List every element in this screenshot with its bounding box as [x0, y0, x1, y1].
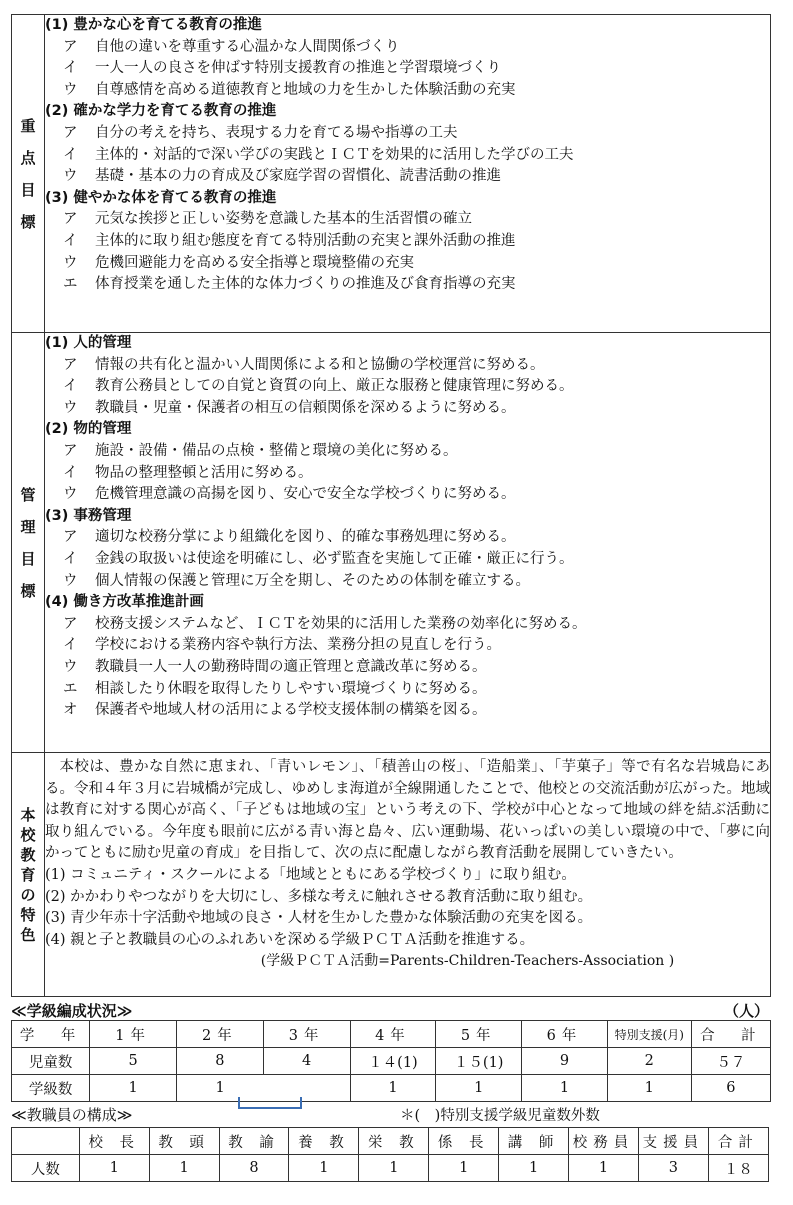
table-cell: 3年 [263, 1021, 350, 1048]
table-cell: 6年 [522, 1021, 608, 1048]
class-status-students-row [12, 1048, 771, 1075]
table-cell: 教 頭 [149, 1128, 219, 1155]
item-text: 相談したり休暇を取得したりしやすい環境づくりに努める。 [95, 680, 487, 697]
table-cell: 3 [638, 1155, 708, 1182]
class-status-header-row [12, 1021, 771, 1048]
table-cell: 校務員 [569, 1128, 639, 1155]
item-text: 自尊感情を高める道徳教育と地域の力を生かした体験活動の充実 [95, 81, 516, 98]
list-item [45, 166, 770, 188]
item-marker: ウ [63, 572, 78, 589]
table-cell: 5年 [436, 1021, 522, 1048]
feature-point: (2) かかわりやつながりを大切にし、多様な考えに触れさせる教育活動に取り組む。 [45, 888, 593, 905]
item-marker: ウ [63, 399, 78, 416]
table-cell: １８ [708, 1155, 768, 1182]
item-marker: ア [63, 529, 78, 546]
item-text: 体育授業を通した主体的な体力づくりの推進及び食育指導の充実 [95, 276, 516, 293]
class-status-unit: （人） [724, 1002, 770, 1020]
list-item [45, 123, 770, 145]
item-text: 教育公務員としての自覚と資質の向上、厳正な服務と健康管理に努める。 [95, 378, 574, 395]
item-text: 教職員一人一人の勤務時間の適正管理と意識改革に努める。 [95, 658, 487, 675]
list-item [45, 635, 770, 657]
table-cell: 栄 教 [359, 1128, 429, 1155]
item-text: 危機管理意識の高揚を図り、安心で安全な学校づくりに努める。 [95, 486, 516, 503]
item-marker: オ [63, 702, 78, 719]
label-char: 標 [20, 581, 36, 600]
table-cell: 6 [691, 1075, 770, 1102]
table-cell: 学 年 [12, 1021, 90, 1048]
table-cell: 9 [522, 1048, 608, 1075]
item-text: 保護者や地域人材の活用による学校支援体制の構築を図る。 [95, 702, 487, 719]
staff-title: ≪教職員の構成≫ [11, 1106, 133, 1124]
list-item [45, 657, 770, 679]
staff-count-row [12, 1155, 769, 1182]
table-cell: 1 [149, 1155, 219, 1182]
item-marker: イ [63, 232, 78, 249]
list-item [45, 441, 770, 463]
label-char: 育 [20, 865, 36, 884]
table-cell: 養 教 [289, 1128, 359, 1155]
item-marker: イ [63, 464, 78, 481]
item-text: 基礎・基本の力の育成及び家庭学習の習慣化、読書活動の推進 [95, 168, 501, 185]
list-item [45, 253, 770, 275]
table-cell: 合計 [708, 1128, 768, 1155]
list-item [45, 571, 770, 593]
table-cell: 児童数 [12, 1048, 90, 1075]
table-cell: １４(1) [350, 1048, 436, 1075]
table-cell: 1年 [90, 1021, 177, 1048]
list-item [45, 463, 770, 485]
item-marker: ア [63, 442, 78, 459]
feature-point: (4) 親と子と教職員の心のふれあいを深める学級ＰＣＴＡ活動を推進する。 [45, 931, 535, 948]
school-goals-table [11, 14, 771, 997]
features-content [45, 753, 771, 997]
section-heading: (2) 物的管理 [45, 421, 132, 438]
item-marker: イ [63, 378, 78, 395]
merged-class-bracket [238, 1097, 302, 1109]
item-text: 教職員・児童・保護者の相互の信頼関係を深めるように努める。 [95, 399, 516, 416]
list-item [45, 700, 770, 722]
features-note: (学級ＰＣＴＡ活動=Parents-Children-Teachers-Association ) [260, 953, 675, 970]
item-text: 自分の考えを持ち、表現する力を育てる場や指導の工夫 [95, 124, 458, 141]
list-item [45, 145, 770, 167]
list-item [45, 355, 770, 377]
item-marker: ア [63, 124, 78, 141]
list-item [45, 527, 770, 549]
item-text: 元気な挨拶と正しい姿勢を意識した基本的生活習慣の確立 [95, 211, 472, 228]
staff-table [11, 1127, 769, 1182]
label-char: 教 [20, 845, 36, 864]
label-char: 本 [20, 805, 36, 824]
item-marker: ア [63, 356, 78, 373]
section-heading: (4) 働き方改革推進計画 [45, 594, 204, 611]
item-text: 主体的・対話的で深い学びの実践とＩＣＴを効果的に活用した学びの工夫 [95, 146, 574, 163]
table-cell: １５(1) [436, 1048, 522, 1075]
item-text: 情報の共有化と温かい人間関係による和と協働の学校運営に努める。 [95, 356, 545, 373]
table-cell [12, 1128, 80, 1155]
table-cell: 係 長 [429, 1128, 499, 1155]
table-cell: 1 [359, 1155, 429, 1182]
label-char: の [20, 885, 36, 904]
table-cell: 4年 [350, 1021, 436, 1048]
features-points [45, 865, 770, 951]
list-item [45, 80, 770, 102]
label-char: 校 [20, 825, 36, 844]
item-marker: イ [63, 146, 78, 163]
table-cell: 人数 [12, 1155, 80, 1182]
item-marker: ウ [63, 254, 78, 271]
table-cell: 講 師 [499, 1128, 569, 1155]
list-item [45, 37, 770, 59]
item-marker: イ [63, 550, 78, 567]
item-marker: ア [63, 211, 78, 228]
item-text: 自他の違いを尊重する心温かな人間関係づくり [95, 38, 400, 55]
table-cell: 合 計 [691, 1021, 770, 1048]
label-char: 標 [20, 212, 36, 231]
list-item [45, 231, 770, 253]
label-char: 特 [20, 905, 36, 924]
table-cell: 4 [263, 1048, 350, 1075]
section-heading: (1) 人的管理 [45, 335, 132, 351]
class-status-classes-row [12, 1075, 771, 1102]
label-char: 点 [20, 148, 36, 167]
section-heading: (3) 事務管理 [45, 507, 132, 524]
table-cell: 校 長 [79, 1128, 149, 1155]
table-cell: 学級数 [12, 1075, 90, 1102]
table-cell: 1 [436, 1075, 522, 1102]
label-char: 目 [20, 180, 36, 199]
list-item [45, 398, 770, 420]
table-cell: 1 [350, 1075, 436, 1102]
item-text: 学校における業務内容や執行方法、業務分担の見直しを行う。 [95, 637, 501, 654]
table-cell: 1 [177, 1075, 264, 1102]
table-cell: 2 [607, 1048, 691, 1075]
feature-point: (1) コミュニティ・スクールによる「地域とともにある学校づくり」に取り組む。 [45, 866, 576, 883]
table-cell: 1 [79, 1155, 149, 1182]
item-text: 主体的に取り組む態度を育てる特別活動の充実と課外活動の推進 [95, 232, 516, 249]
section-heading: (3) 健やかな体を育てる教育の推進 [45, 189, 277, 206]
goals-label [12, 15, 45, 333]
list-item [45, 679, 770, 701]
list-item [45, 376, 770, 398]
features-label [12, 753, 45, 997]
goals-content [45, 15, 771, 333]
item-text: 個人情報の保護と管理に万全を期し、そのための体制を確立する。 [95, 572, 530, 589]
item-marker: エ [63, 680, 78, 697]
table-cell: 8 [219, 1155, 289, 1182]
label-char: 管 [20, 485, 36, 504]
item-text: 適切な校務分掌により組織化を図り、的確な事務処理に努める。 [95, 529, 516, 546]
section-heading: (2) 確かな学力を育てる教育の推進 [45, 103, 277, 120]
table-cell: ５７ [691, 1048, 770, 1075]
table-cell: 1 [607, 1075, 691, 1102]
label-char: 理 [20, 517, 36, 536]
table-cell: 1 [289, 1155, 359, 1182]
label-char: 色 [20, 925, 36, 944]
label-char: 重 [20, 116, 36, 135]
list-item [45, 209, 770, 231]
item-marker: ウ [63, 168, 78, 185]
table-cell: 1 [522, 1075, 608, 1102]
table-cell: 8 [177, 1048, 264, 1075]
list-item [45, 274, 770, 296]
item-marker: ウ [63, 658, 78, 675]
table-cell: 1 [90, 1075, 177, 1102]
staff-header-row [12, 1128, 769, 1155]
item-text: 施設・設備・備品の点検・整備と環境の美化に努める。 [95, 442, 458, 459]
item-text: 校務支援システムなど、ＩＣＴを効果的に活用した業務の効率化に努める。 [95, 615, 587, 632]
table-cell: 5 [90, 1048, 177, 1075]
item-marker: エ [63, 276, 78, 293]
item-text: 金銭の取扱いは使途を明確にし、必ず監査を実施して正確・厳正に行う。 [95, 550, 574, 567]
list-item [45, 614, 770, 636]
list-item [45, 549, 770, 571]
item-text: 一人一人の良さを伸ばす特別支援教育の推進と学習環境づくり [95, 60, 501, 77]
item-marker: イ [63, 60, 78, 77]
item-marker: イ [63, 637, 78, 654]
item-text: 物品の整理整頓と活用に努める。 [95, 464, 313, 481]
feature-point: (3) 青少年赤十字活動や地域の良さ・人材を生かした豊かな体験活動の充実を図る。 [45, 910, 593, 927]
item-marker: ア [63, 38, 78, 55]
item-text: 危機回避能力を高める安全指導と環境整備の充実 [95, 254, 414, 271]
class-status-title: ≪学級編成状況≫ [11, 1002, 133, 1020]
staff-footnote: ＊( )特別支援学級児童数外数 [400, 1108, 600, 1124]
table-cell: 1 [569, 1155, 639, 1182]
item-marker: ウ [63, 81, 78, 98]
list-item [45, 58, 770, 80]
management-label [12, 333, 45, 753]
management-content [45, 333, 771, 753]
table-cell: 支援員 [638, 1128, 708, 1155]
item-marker: ウ [63, 486, 78, 503]
table-cell: 1 [499, 1155, 569, 1182]
list-item [45, 484, 770, 506]
class-status-table [11, 1020, 771, 1102]
table-cell: 教 諭 [219, 1128, 289, 1155]
item-marker: ア [63, 615, 78, 632]
label-char: 目 [20, 549, 36, 568]
table-cell: 1 [429, 1155, 499, 1182]
table-cell: 特別支援(月) [607, 1021, 691, 1048]
features-paragraph: 本校は、豊かな自然に恵まれ、「青いレモン」、「積善山の桜」、「造船業」、「芋菓子」等で有名な岩城島にある。令和４年３月に岩城橋が完成し、ゆめしま海道が全線開通したことで、他校との交流活動が広がった。地域は教育に対する関心が高く、「子どもは地域の宝」という考えの下、学校が中心となって地域の絆を結ぶ活動に取り組んでいる。今年度も眼前に広がる青い海と島々、広い運動場、花いっぱいの美しい環境の中で、「夢に向かってともに励む児童の育成」を目指して、次の点に配慮しながら教育活動を展開していきたい。 [45, 759, 770, 862]
table-cell: 2年 [177, 1021, 264, 1048]
section-heading: (1) 豊かな心を育てる教育の推進 [45, 17, 262, 33]
